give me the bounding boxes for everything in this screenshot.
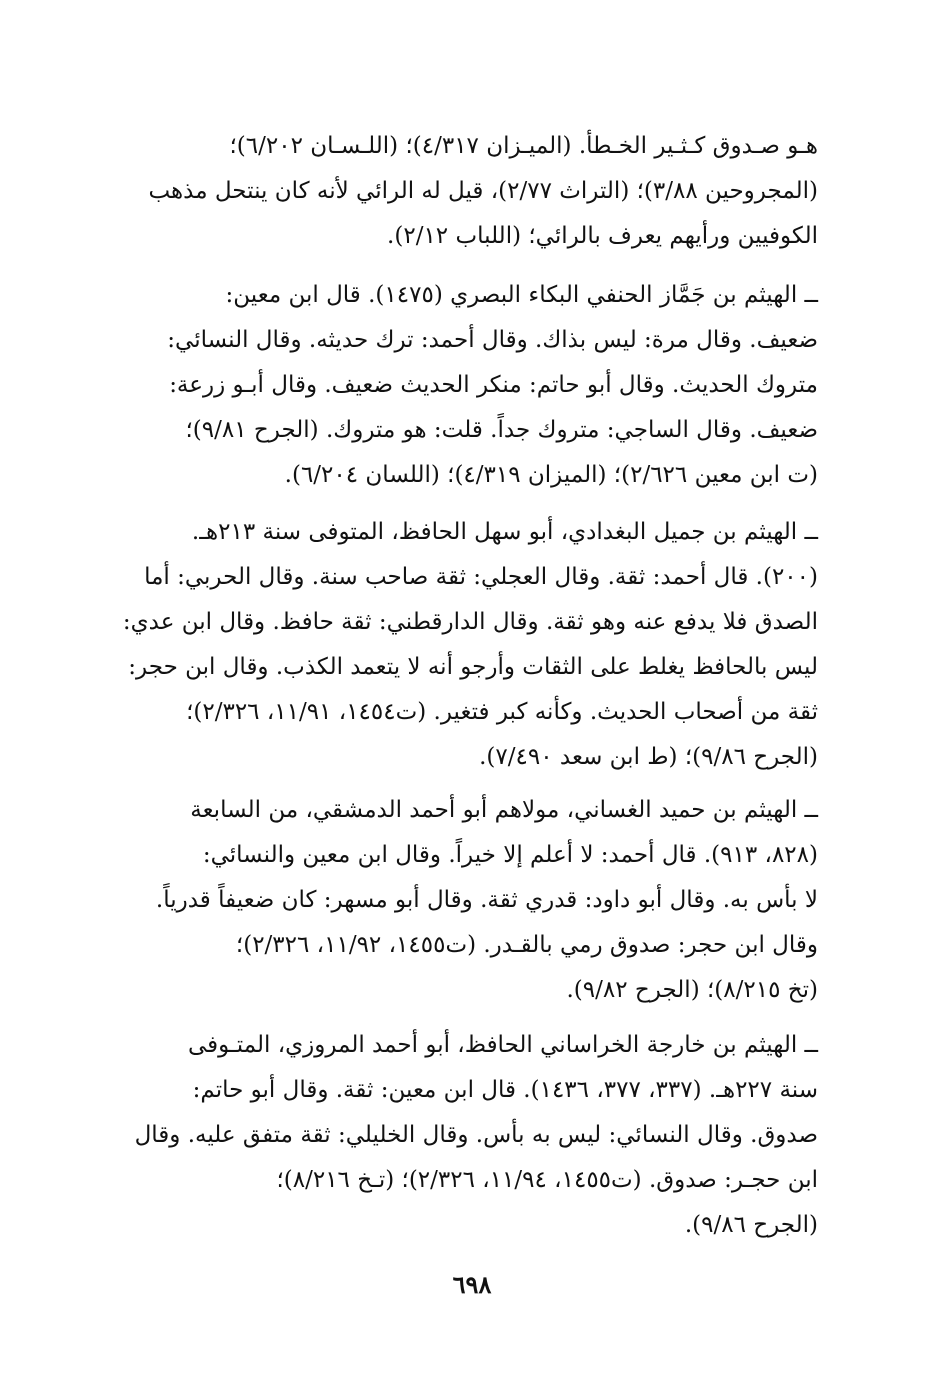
text-line: (الجرح ٩/٨٦)؛ (ط ابن سعد ٧/٤٩٠). — [479, 744, 818, 770]
text-line: الصدق فلا يدفع عنه وهو ثقة. وقال الدارقطني: ثقة حافظ. وقال ابن عدي: — [122, 609, 818, 635]
text-line: ابن حجـر: صدوق. (ت١٤٥٥، ١١/٩٤، ٢/٣٢٦)؛ (تـخ ٨/٢١٦)؛ — [276, 1167, 818, 1193]
text-line: ضعيف. وقال مرة: ليس بذاك. وقال أحمد: ترك حديثه. وقال النسائي: — [167, 327, 818, 353]
text-line: (المجروحين ٣/٨٨)؛ (التراث ٢/٧٧)، قيل له الرائي لأنه كان ينتحل مذهب — [148, 178, 818, 204]
text-line: (٨٢٨، ٩١٣). قال أحمد: لا أعلم إلا خيراً. وقال ابن معين والنسائي: — [202, 842, 818, 868]
entry-haytham-ibn-humayd — [120, 788, 818, 1013]
entry-haytham-ibn-kharija — [120, 1023, 818, 1248]
text-line: ــ الهيثم بن خارجة الخراساني الحافظ، أبو أحمد المروزي، المتـوفى — [187, 1032, 818, 1058]
text-line: (تخ ٨/٢١٥)؛ (الجرح ٩/٨٢). — [566, 977, 818, 1003]
text-line: سنة ٢٢٧هـ. (٣٣٧، ٣٧٧، ١٤٣٦). قال ابن معين: ثقة. وقال أبو حاتم: — [192, 1077, 818, 1103]
page-number: ٦٩٨ — [452, 1270, 492, 1299]
text-line: لا بأس به. وقال أبو داود: قدري ثقة. وقال أبو مسهر: كان ضعيفاً قدرياً. — [155, 887, 818, 913]
text-line: ــ الهيثم بن جَمَّاز الحنفي البكاء البصري (١٤٧٥). قال ابن معين: — [225, 282, 818, 308]
text-line: (الجرح ٩/٨٦). — [684, 1212, 818, 1238]
text-line: هـو صـدوق كـثـير الخـطأ. (الميـزان ٤/٣١٧)؛ (اللـسـان ٦/٢٠٢)؛ — [229, 133, 818, 159]
text-line: (٢٠٠). قال أحمد: ثقة. وقال العجلي: ثقة صاحب سنة. وقال الحربي: أما — [144, 564, 818, 590]
text-line: ضعيف. وقال الساجي: متروك جداً. قلت: هو متروك. (الجرح ٩/٨١)؛ — [185, 417, 818, 443]
text-line: صدوق. وقال النسائي: ليس به بأس. وقال الخليلي: ثقة متفق عليه. وقال — [134, 1122, 818, 1148]
text-line: وقال ابن حجر: صدوق رمي بالقـدر. (ت١٤٥٥، ١١/٩٢، ٢/٣٢٦)؛ — [235, 932, 818, 958]
text-line: (ت ابن معين ٢/٦٢٦)؛ (الميزان ٤/٣١٩)؛ (اللسان ٦/٢٠٤). — [284, 462, 818, 488]
entry-haytham-ibn-jamil — [120, 510, 818, 780]
text-line: ــ الهيثم بن جميل البغدادي، أبو سهل الحافظ، المتوفى سنة ٢١٣هـ. — [191, 519, 818, 545]
text-line: ثقة من أصحاب الحديث. وكأنه كبر فتغير. (ت١٤٥٤، ١١/٩١، ٢/٣٢٦)؛ — [186, 699, 818, 725]
paragraph-1 — [120, 124, 818, 259]
text-line: متروك الحديث. وقال أبو حاتم: منكر الحديث ضعيف. وقال أبـو زرعة: — [169, 372, 818, 398]
text-line: ليس بالحافظ يغلط على الثقات وأرجو أنه لا يتعمد الكذب. وقال ابن حجر: — [128, 654, 818, 680]
text-line: ــ الهيثم بن حميد الغساني، مولاهم أبو أحمد الدمشقي، من السابعة — [190, 797, 818, 823]
entry-haytham-ibn-jammaz — [120, 273, 818, 498]
text-line: الكوفيين ورأيهم يعرف بالرائي؛ (اللباب ٢/١٢). — [387, 223, 818, 249]
